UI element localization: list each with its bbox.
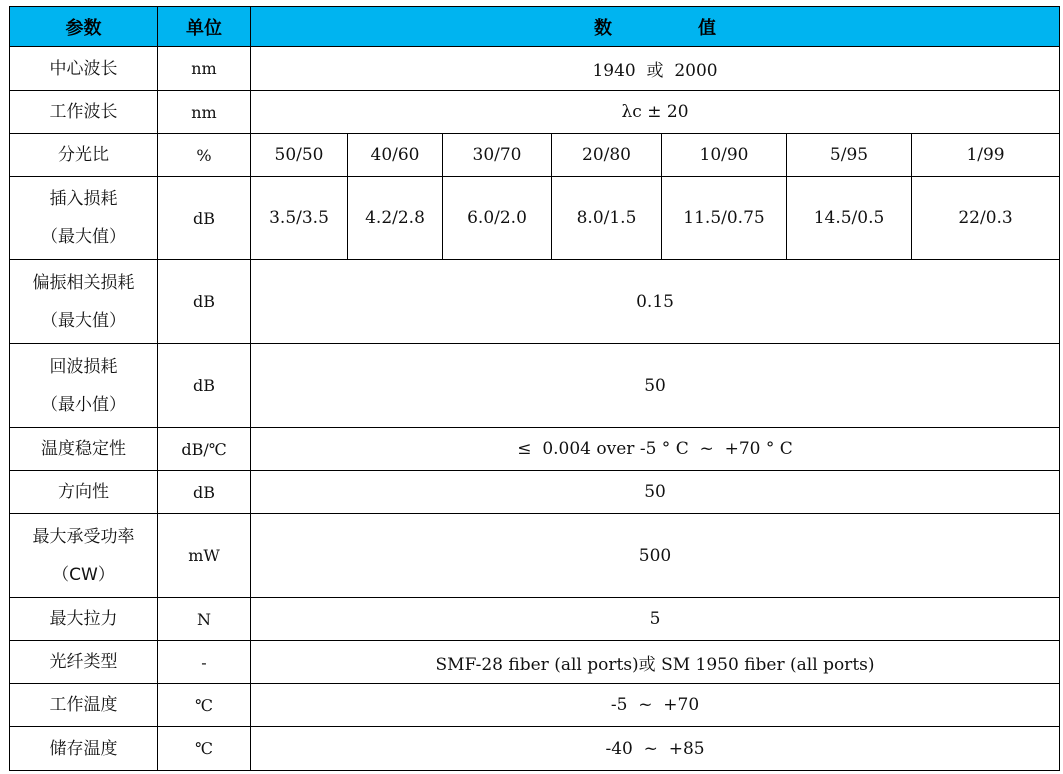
row-max-tensile — [10, 598, 1060, 641]
value-temp-stability: ≤ 0.004 over -5 ° C ~ +70 ° C — [251, 428, 1060, 471]
split-ratio-cell: 30/70 — [443, 134, 552, 177]
header-param: 参数 — [10, 7, 158, 47]
param-insertion-loss-line2: （最大值） — [41, 227, 126, 247]
header-row — [10, 7, 1060, 47]
unit-operating-temp: ℃ — [158, 684, 251, 727]
header-value-part1: 数 — [594, 17, 613, 39]
param-center-wavelength: 中心波长 — [10, 47, 158, 91]
row-center-wavelength — [10, 47, 1060, 91]
value-center-wavelength: 1940 或 2000 — [251, 47, 1060, 91]
value-operating-temp: -5 ~ +70 — [251, 684, 1060, 727]
param-split-ratio: 分光比 — [10, 134, 158, 177]
row-operating-temp — [10, 684, 1060, 727]
param-pdl-line2: （最大值） — [41, 310, 126, 331]
param-temp-stability: 温度稳定性 — [10, 428, 158, 471]
header-value-part2: 值 — [698, 17, 717, 39]
param-fiber-type: 光纤类型 — [10, 641, 158, 684]
param-max-tensile: 最大拉力 — [10, 598, 158, 641]
insertion-loss-cell: 6.0/2.0 — [443, 177, 552, 260]
split-ratio-cell: 20/80 — [552, 134, 662, 177]
row-pdl — [10, 260, 1060, 344]
unit-return-loss: dB — [158, 344, 251, 428]
param-pdl — [10, 260, 158, 344]
param-insertion-loss — [10, 177, 158, 260]
insertion-loss-cell: 8.0/1.5 — [552, 177, 662, 260]
param-insertion-loss-line1: 插入损耗 — [49, 189, 118, 209]
header-value — [251, 7, 1060, 47]
value-pdl: 0.15 — [251, 260, 1060, 344]
unit-max-tensile: N — [158, 598, 251, 641]
unit-operating-wavelength: nm — [158, 91, 251, 134]
row-return-loss — [10, 344, 1060, 428]
split-ratio-cell: 10/90 — [662, 134, 787, 177]
unit-split-ratio: % — [158, 134, 251, 177]
insertion-loss-cell: 4.2/2.8 — [348, 177, 443, 260]
row-operating-wavelength — [10, 91, 1060, 134]
unit-temp-stability: dB/℃ — [158, 428, 251, 471]
row-split-ratio — [10, 134, 1060, 177]
param-return-loss — [10, 344, 158, 428]
unit-fiber-type: - — [158, 641, 251, 684]
value-storage-temp: -40 ~ +85 — [251, 727, 1060, 771]
value-max-tensile: 5 — [251, 598, 1060, 641]
split-ratio-cell: 40/60 — [348, 134, 443, 177]
header-unit: 单位 — [158, 7, 251, 47]
insertion-loss-cell: 3.5/3.5 — [251, 177, 348, 260]
unit-pdl: dB — [158, 260, 251, 344]
insertion-loss-cell: 11.5/0.75 — [662, 177, 787, 260]
split-ratio-cell: 50/50 — [251, 134, 348, 177]
row-max-power — [10, 514, 1060, 598]
param-pdl-line1: 偏振相关损耗 — [32, 272, 135, 293]
param-operating-temp: 工作温度 — [10, 684, 158, 727]
row-insertion-loss — [10, 177, 1060, 260]
value-max-power: 500 — [251, 514, 1060, 598]
value-operating-wavelength: λc ± 20 — [251, 91, 1060, 134]
row-directivity — [10, 471, 1060, 514]
split-ratio-cell: 1/99 — [912, 134, 1060, 177]
param-operating-wavelength: 工作波长 — [10, 91, 158, 134]
row-temp-stability — [10, 428, 1060, 471]
split-ratio-cell: 5/95 — [787, 134, 912, 177]
spec-table — [9, 6, 1060, 771]
value-fiber-type: SMF-28 fiber (all ports)或 SM 1950 fiber (all ports) — [251, 641, 1060, 684]
unit-insertion-loss: dB — [158, 177, 251, 260]
unit-directivity: dB — [158, 471, 251, 514]
unit-max-power: mW — [158, 514, 251, 598]
insertion-loss-cell: 22/0.3 — [912, 177, 1060, 260]
unit-center-wavelength: nm — [158, 47, 251, 91]
param-return-loss-line2: （最小值） — [41, 394, 126, 415]
param-directivity: 方向性 — [10, 471, 158, 514]
param-storage-temp: 储存温度 — [10, 727, 158, 771]
param-return-loss-line1: 回波损耗 — [49, 356, 118, 377]
row-fiber-type — [10, 641, 1060, 684]
value-directivity: 50 — [251, 471, 1060, 514]
param-max-power — [10, 514, 158, 598]
insertion-loss-cell: 14.5/0.5 — [787, 177, 912, 260]
row-storage-temp — [10, 727, 1060, 771]
param-max-power-line1: 最大承受功率 — [32, 526, 135, 547]
param-max-power-line2: （CW） — [52, 564, 115, 585]
unit-storage-temp: ℃ — [158, 727, 251, 771]
value-return-loss: 50 — [251, 344, 1060, 428]
